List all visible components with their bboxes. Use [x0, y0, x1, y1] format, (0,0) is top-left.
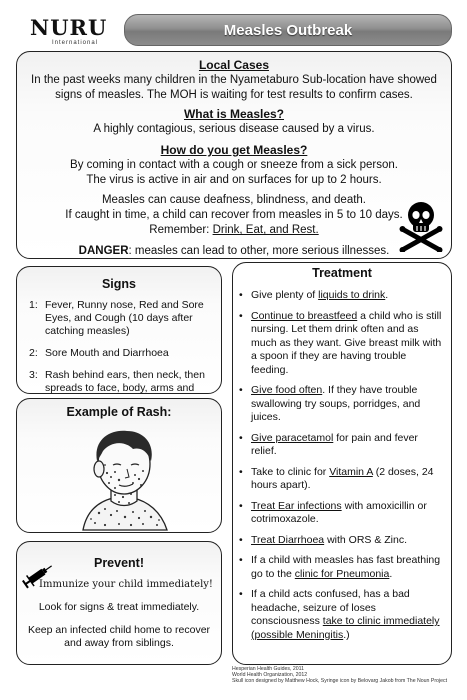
- rash-title: Example of Rash:: [66, 405, 172, 419]
- how-line2: The virus is active in air and on surfaces for up to 2 hours.: [86, 174, 382, 186]
- treatment-panel: [232, 262, 452, 665]
- sign-text: Sore Mouth and Diarrhoea: [45, 347, 169, 359]
- danger-label: DANGER: [78, 245, 129, 257]
- treatment-text: [251, 466, 443, 493]
- credit-line2: World Health Organization, 2012: [232, 672, 308, 679]
- treatment-title: Treatment: [312, 266, 372, 280]
- child-rash-illustration: [75, 425, 171, 531]
- remember-label: Remember:: [149, 224, 210, 236]
- treatment-text-pre: Take to clinic for: [251, 465, 330, 478]
- sign-number: 2:: [29, 347, 38, 359]
- logo-subtitle: International: [52, 40, 99, 46]
- local-cases-line1: In the past weeks many children in the Nyametaburo Sub-location have showed: [31, 74, 437, 86]
- prevent-title: Prevent!: [93, 556, 145, 570]
- bullet: •: [239, 588, 243, 600]
- treatment-item: [239, 534, 443, 548]
- treatment-text-post: a child who is still nursing. Let them drink often and as much as they want. Give breast milk with a spoon if they are having trouble feeding.: [251, 309, 442, 376]
- prevent-line2: Look for signs & treat immediately.: [38, 601, 200, 613]
- local-cases-line2: signs of measles. The MOH is waiting for test results to confirm cases.: [55, 89, 413, 101]
- treatment-emphasis: clinic for Pneumonia: [294, 567, 390, 580]
- effects-line2: If caught in time, a child can recover from measles in 5 to 10 days.: [65, 209, 403, 221]
- signs-panel: [16, 266, 222, 394]
- prevent-line1: Immunize your child immediately!: [39, 579, 213, 590]
- treatment-item: [239, 289, 443, 303]
- syringe-icon: [21, 562, 55, 590]
- treatment-text: [251, 310, 443, 378]
- treatment-text: [251, 432, 443, 459]
- danger-line: [17, 244, 451, 259]
- treatment-text-pre: If a child acts confused, has a bad headache, seizure of loses consciousness: [251, 588, 410, 627]
- treatment-item: [239, 432, 443, 459]
- treatment-emphasis: take to clinic immediately (possible Meningitis: [251, 615, 440, 641]
- bullet: •: [239, 309, 243, 322]
- bullet: •: [239, 384, 243, 396]
- local-cases-heading: Local Cases: [198, 58, 270, 72]
- prevent-line3: Keep an infected child home to recover and away from siblings.: [27, 624, 211, 649]
- treatment-emphasis: Give food often: [251, 384, 323, 396]
- treatment-text-post: . If they have trouble swallowing try soups, porridges, and juices.: [251, 384, 421, 423]
- treatment-item: [239, 500, 443, 527]
- skull-crossbones-icon: [398, 200, 444, 252]
- overview-panel: [16, 51, 452, 259]
- treatment-text: [251, 588, 443, 642]
- treatment-text-post: .): [343, 628, 350, 641]
- treatment-emphasis: Continue to breastfeed: [251, 309, 358, 322]
- treatment-item: [239, 384, 443, 425]
- sign-number: 3:: [29, 369, 38, 381]
- treatment-emphasis: Treat Ear infections: [251, 499, 342, 512]
- treatment-list: [233, 280, 451, 642]
- sign-text: Fever, Runny nose, Red and Sore Eyes, and Cough (10 days after catching measles): [45, 299, 204, 337]
- treatment-text-post: with ORS & Zinc.: [324, 533, 408, 546]
- signs-title: Signs: [101, 277, 137, 291]
- treatment-item: [239, 554, 443, 581]
- treatment-text-post: for pain and fever relief.: [251, 431, 418, 457]
- remember-line: [17, 223, 451, 238]
- bullet: •: [239, 289, 243, 301]
- bullet: •: [239, 499, 243, 512]
- prevent-panel: [16, 541, 222, 665]
- treatment-text: [251, 384, 443, 425]
- bullet: •: [239, 554, 243, 566]
- sign-item: [29, 369, 211, 395]
- credit-line3: Skull icon designed by Matthew Hock, Syringe icon by Belovarg Jakob from The Noun Project: [232, 678, 448, 685]
- how-heading: How do you get Measles?: [160, 143, 308, 157]
- what-is-text: A highly contagious, serious disease caused by a virus.: [93, 123, 375, 135]
- treatment-text-post: .: [385, 289, 389, 301]
- sign-item: [29, 299, 211, 338]
- remember-text: Drink, Eat, and Rest.: [212, 224, 319, 236]
- danger-text: : measles can lead to other, more serious illnesses.: [128, 245, 390, 257]
- credit-line1: Hesperian Health Guides, 2011: [232, 666, 304, 672]
- bullet: •: [239, 465, 243, 478]
- nuru-logo: [30, 15, 110, 55]
- what-is-heading: What is Measles?: [183, 107, 285, 121]
- treatment-text: [251, 534, 407, 548]
- bullet: •: [239, 533, 243, 546]
- treatment-emphasis: Give paracetamol: [251, 431, 334, 444]
- rash-example-panel: [16, 398, 222, 533]
- treatment-text-post: .: [389, 567, 393, 580]
- treatment-item: [239, 310, 443, 378]
- credits: [232, 666, 447, 685]
- treatment-item: [239, 588, 443, 642]
- treatment-text: [251, 554, 443, 581]
- sign-text: Rash behind ears, then neck, then spreads to face, body, arms and: [45, 369, 205, 394]
- treatment-item: [239, 466, 443, 493]
- effects-line1: Measles can cause deafness, blindness, and death.: [101, 194, 367, 206]
- treatment-text-post: (2 doses, 24 hours apart).: [251, 465, 434, 491]
- bullet: •: [239, 431, 243, 444]
- treatment-emphasis: liquids to drink: [318, 289, 386, 301]
- treatment-text-post: with amoxicillin or cotrimoxazole.: [251, 499, 427, 525]
- sign-number: 1:: [29, 299, 38, 311]
- sign-item: [29, 347, 211, 360]
- logo-wordmark: NURU: [30, 15, 108, 40]
- treatment-text: [251, 500, 443, 527]
- treatment-text: [251, 289, 388, 303]
- treatment-text-pre: Give plenty of: [251, 289, 319, 301]
- treatment-text-pre: If a child with measles has fast breathing go to the: [251, 554, 441, 580]
- treatment-emphasis: Treat Diarrhoea: [251, 533, 325, 546]
- how-line1: By coming in contact with a cough or sneeze from a sick person.: [70, 159, 398, 171]
- treatment-emphasis: Vitamin A: [329, 465, 373, 478]
- page-title: Measles Outbreak: [124, 14, 452, 46]
